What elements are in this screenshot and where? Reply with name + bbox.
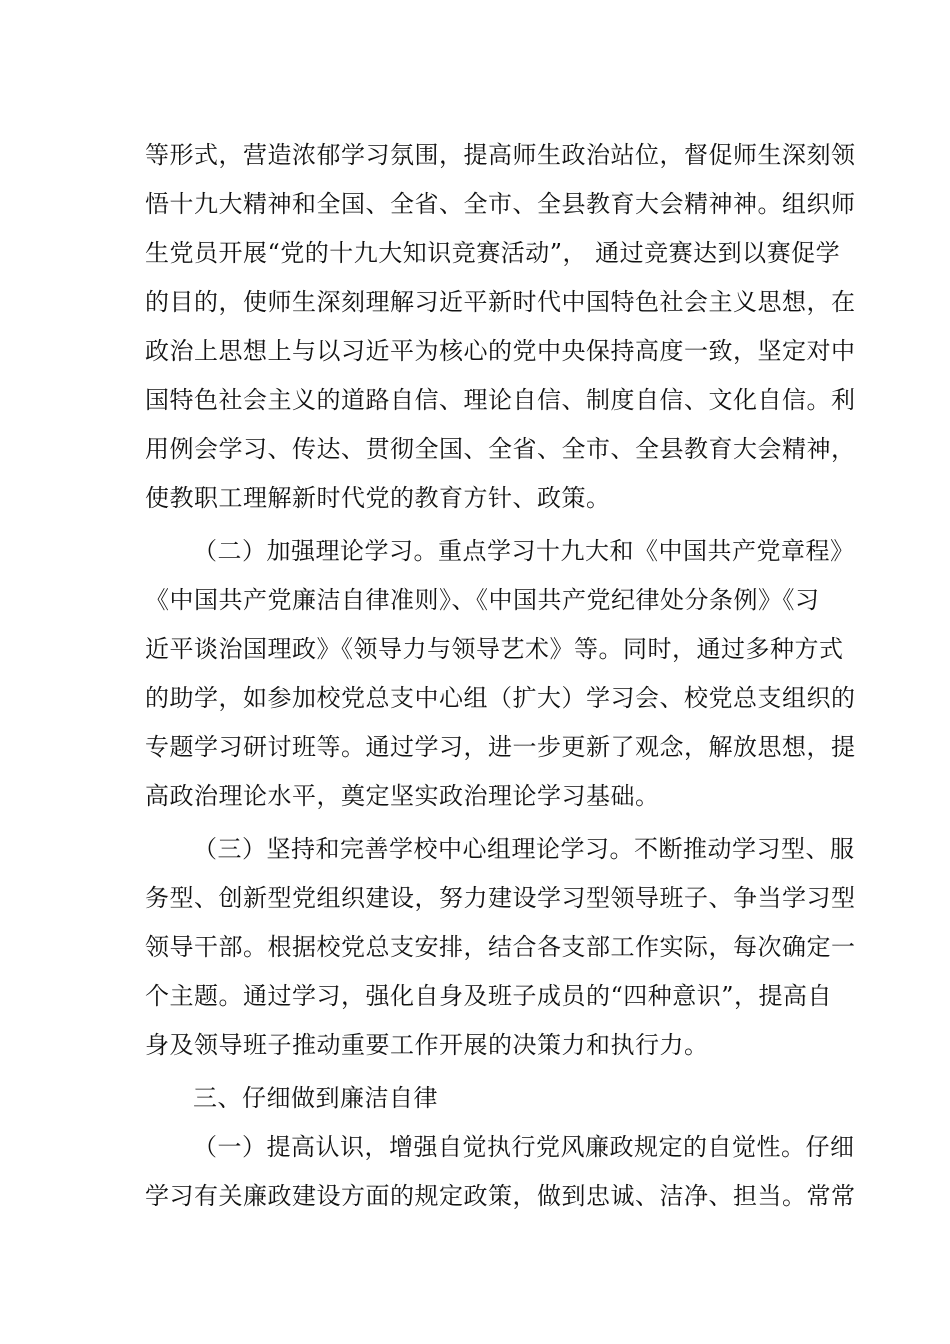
paragraph-3-heading-line: （三）坚持和完善学校中心组理论学习。不断推动学习型、服	[193, 835, 855, 863]
text-line-3: 生党员开展“党的十九大知识竞赛活动”， 通过竞赛达到以赛促学	[145, 239, 841, 267]
text-line-12: 的助学，如参加校党总支中心组（扩大）学习会、校党总支组织的	[145, 684, 856, 712]
text-line-10: 《中国共产党廉洁自律准则》、《中国共产党纪律处分条例》《习	[145, 586, 820, 614]
text-line-1: 等形式，营造浓郁学习氛围，提高师生政治站位，督促师生深刻领	[145, 141, 856, 169]
text-line-11: 近平谈治国理政》《领导力与领导艺术》等。同时，通过多种方式	[145, 635, 844, 663]
text-line-18: 个主题。通过学习，强化自身及班子成员的“四种意识”，提高自	[145, 982, 833, 1010]
text-line-6: 国特色社会主义的道路自信、理论自信、制度自信、文化自信。利	[145, 386, 856, 414]
text-line-2: 悟十九大精神和全国、全省、全市、全县教育大会精神神。组织师	[145, 190, 856, 218]
text-line-14: 高政治理论水平，奠定坚实政治理论学习基础。	[145, 782, 660, 810]
text-line-4: 的目的，使师生深刻理解习近平新时代中国特色社会主义思想，在	[145, 288, 856, 316]
text-line-16: 务型、创新型党组织建设，努力建设学习型领导班子、争当学习型	[145, 884, 856, 912]
text-line-7: 用例会学习、传达、贯彻全国、全省、全市、全县教育大会精神，	[145, 435, 856, 463]
section-heading: 三、仔细做到廉洁自律	[193, 1084, 438, 1112]
text-line-5: 政治上思想上与以习近平为核心的党中央保持高度一致，坚定对中	[145, 337, 856, 365]
paragraph-4-heading-line: （一）提高认识，增强自觉执行党风廉政规定的自觉性。仔细	[193, 1133, 855, 1161]
text-line-17: 领导干部。根据校党总支安排，结合各支部工作实际，每次确定一	[145, 933, 856, 961]
text-line-22: 学习有关廉政建设方面的规定政策，做到忠诚、洁净、担当。常常	[145, 1182, 856, 1210]
text-line-19: 身及领导班子推动重要工作开展的决策力和执行力。	[145, 1031, 709, 1059]
text-line-13: 专题学习研讨班等。通过学习，进一步更新了观念，解放思想，提	[145, 733, 856, 761]
text-line-8: 使教职工理解新时代党的教育方针、政策。	[145, 484, 611, 512]
paragraph-2-heading-line: （二）加强理论学习。重点学习十九大和《中国共产党章程》	[193, 537, 855, 565]
